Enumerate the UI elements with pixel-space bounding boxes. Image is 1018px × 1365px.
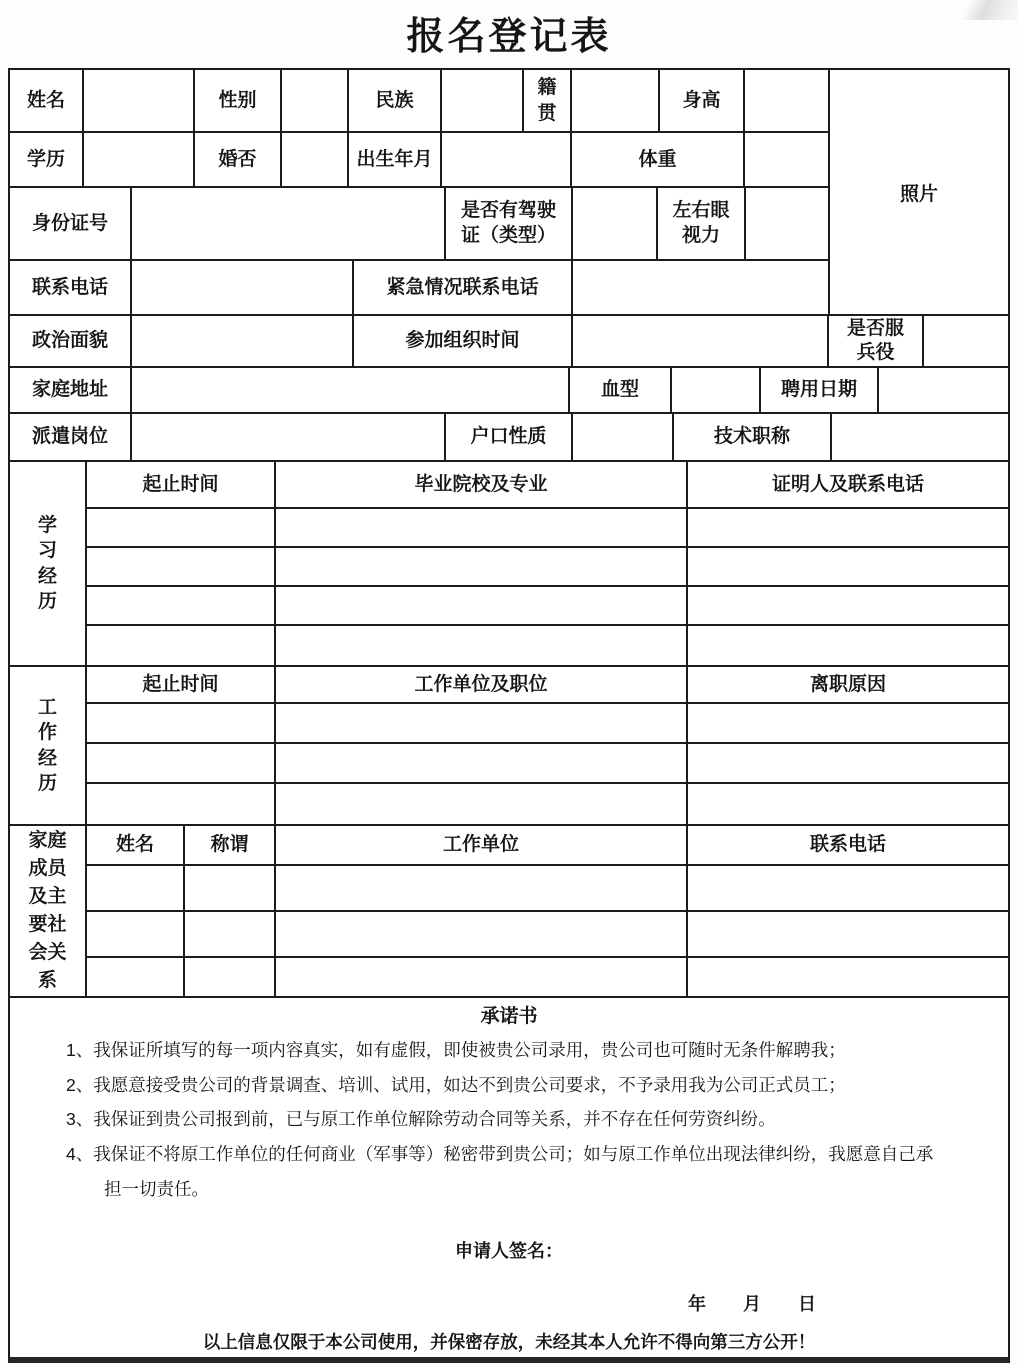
top-block	[10, 70, 1008, 316]
field-input-military-service	[924, 316, 1008, 366]
education-input-reference	[688, 626, 1008, 665]
commitment-item-2: 2、我愿意接受贵公司的背景调查、培训、试用，如达不到贵公司要求，不予录用我为公司正式员工；	[66, 1074, 846, 1095]
work-header-leave-reason: 离职原因	[809, 673, 886, 695]
family-input-employer	[276, 958, 688, 996]
field-input-home-address	[132, 368, 570, 412]
family-input-employer	[276, 912, 688, 956]
family-section-label	[10, 826, 87, 996]
family-input-phone	[688, 958, 1008, 996]
field-input-weight	[745, 133, 828, 186]
work-input-employer	[276, 704, 688, 742]
field-label-emergency-phone: 紧急情况联系电话	[354, 261, 573, 314]
education-header-school: 毕业院校及专业	[276, 462, 688, 507]
section-work-history	[10, 667, 1008, 826]
field-label-military-service	[829, 316, 924, 366]
education-section-label-text: 学习经历	[37, 515, 57, 612]
field-input-vision	[746, 188, 828, 259]
photo-cell: 照片	[899, 183, 938, 205]
field-label-household-type: 户口性质	[446, 414, 573, 460]
military-service-label-text: 是否服兵役	[846, 317, 904, 363]
work-input-employer	[276, 744, 688, 782]
date-day-label: 日	[798, 1294, 816, 1315]
education-input-period	[87, 548, 276, 585]
top-left-grid	[10, 70, 830, 314]
family-blank-row	[87, 866, 1008, 912]
education-header-row	[87, 462, 1008, 509]
family-section-label-text: 家庭成员及主要社会关系	[28, 829, 67, 992]
education-header-period: 起止时间	[87, 462, 276, 507]
field-input-join-org-date	[573, 316, 829, 366]
family-header-relation: 称谓	[185, 826, 276, 864]
family-input-relation	[185, 912, 276, 956]
row-post	[10, 414, 1008, 462]
education-blank-row	[87, 548, 1008, 587]
field-input-household-type	[573, 414, 674, 460]
row-id	[10, 188, 828, 261]
education-blank-row	[87, 626, 1008, 665]
field-input-phone	[132, 261, 354, 314]
work-input-leave-reason	[688, 744, 1008, 782]
education-blank-row	[87, 587, 1008, 626]
work-header-employer: 工作单位及职位	[276, 667, 688, 702]
field-label-hire-date: 聘用日期	[761, 368, 879, 412]
education-input-reference	[688, 587, 1008, 624]
education-input-reference	[688, 509, 1008, 546]
commitment-item-3: 3、我保证到贵公司报到前，已与原工作单位解除劳动合同等关系，并不存在任何劳资纠纷。	[66, 1109, 776, 1130]
registration-form-table	[8, 68, 1010, 1363]
family-blank-row	[87, 912, 1008, 958]
family-input-name	[87, 912, 185, 956]
family-header-phone: 联系电话	[809, 834, 886, 856]
field-label-political-status: 政治面貌	[10, 316, 132, 366]
work-header-row	[87, 667, 1008, 704]
field-input-id-number	[132, 188, 446, 259]
family-input-name	[87, 958, 185, 996]
education-section-body	[87, 462, 1008, 665]
field-input-native-place	[572, 70, 660, 131]
education-input-period	[87, 509, 276, 546]
row-basic-1	[10, 70, 828, 133]
work-blank-row	[87, 704, 1008, 744]
family-header-row	[87, 826, 1008, 866]
education-input-school	[276, 509, 688, 546]
work-input-employer	[276, 784, 688, 824]
applicant-signature-label: 申请人签名：	[455, 1241, 563, 1262]
date-year-label: 年	[688, 1294, 706, 1315]
field-input-name	[84, 70, 195, 131]
date-month-label: 月	[743, 1294, 761, 1315]
family-input-relation	[185, 958, 276, 996]
education-blank-row	[87, 509, 1008, 548]
field-input-blood-type	[672, 368, 761, 412]
commitment-title: 承诺书	[480, 1006, 538, 1027]
work-section-label	[10, 667, 87, 824]
row-basic-2	[10, 133, 828, 188]
work-input-leave-reason	[688, 784, 1008, 824]
field-label-blood-type: 血型	[570, 368, 672, 412]
field-input-tech-title	[832, 414, 1008, 460]
native-place-label-text: 籍贯	[537, 77, 557, 124]
work-section-label-text: 工作经历	[37, 697, 57, 794]
work-input-period	[87, 744, 276, 782]
field-label-ethnicity: 民族	[349, 70, 442, 131]
work-input-leave-reason	[688, 704, 1008, 742]
family-input-phone	[688, 866, 1008, 910]
work-input-period	[87, 704, 276, 742]
commitment-item-4-line-2: 担一切责任。	[104, 1178, 209, 1199]
work-input-period	[87, 784, 276, 824]
field-label-join-org-date: 参加组织时间	[354, 316, 573, 366]
row-address	[10, 368, 1008, 414]
driver-license-label-text: 是否有驾驶证（类型）	[460, 200, 556, 246]
field-input-ethnicity	[442, 70, 524, 131]
family-input-name	[87, 866, 185, 910]
row-political	[10, 316, 1008, 368]
education-input-school	[276, 626, 688, 665]
field-input-emergency-phone	[573, 261, 828, 314]
field-input-hire-date	[879, 368, 1008, 412]
field-label-driver-license	[446, 188, 573, 259]
page-title: 报名登记表	[406, 16, 612, 58]
commitment-item-1: 1、我保证所填写的每一项内容真实，如有虚假，即使被贵公司录用，贵公司也可随时无条件解聘我；	[66, 1040, 846, 1060]
education-input-reference	[688, 548, 1008, 585]
family-section-body	[87, 826, 1008, 996]
commitment-block	[10, 998, 1008, 1357]
field-input-degree	[84, 133, 195, 186]
field-label-gender: 性别	[195, 70, 282, 131]
field-input-gender	[282, 70, 349, 131]
field-input-dispatch-post	[132, 414, 446, 460]
work-blank-row	[87, 784, 1008, 824]
field-label-tech-title: 技术职称	[674, 414, 832, 460]
family-blank-row	[87, 958, 1008, 996]
work-section-body	[87, 667, 1008, 824]
field-input-birth-date	[442, 133, 572, 186]
section-education-history	[10, 462, 1008, 667]
section-family-members	[10, 826, 1008, 998]
commitment-item-4-line-1: 4、我保证不将原工作单位的任何商业（军事等）秘密带到贵公司；如与原工作单位出现法律纠纷，我愿意自己承	[66, 1143, 934, 1164]
family-header-employer: 工作单位	[276, 826, 688, 864]
education-input-school	[276, 587, 688, 624]
field-label-vision	[658, 188, 746, 259]
education-input-period	[87, 587, 276, 624]
field-label-phone: 联系电话	[10, 261, 132, 314]
field-label-name: 姓名	[10, 70, 84, 131]
field-input-marital	[282, 133, 349, 186]
field-label-degree: 学历	[10, 133, 84, 186]
date-line	[10, 1290, 1008, 1316]
work-blank-row	[87, 744, 1008, 784]
field-label-marital: 婚否	[195, 133, 282, 186]
field-label-native-place	[524, 70, 572, 131]
family-input-relation	[185, 866, 276, 910]
field-label-home-address: 家庭地址	[10, 368, 132, 412]
family-input-phone	[688, 912, 1008, 956]
family-input-employer	[276, 866, 688, 910]
education-input-period	[87, 626, 276, 665]
education-section-label	[10, 462, 87, 665]
field-label-dispatch-post: 派遣岗位	[10, 414, 132, 460]
field-input-height	[745, 70, 828, 131]
education-header-reference: 证明人及联系电话	[771, 473, 924, 495]
field-label-weight: 体重	[572, 133, 745, 186]
privacy-note: 以上信息仅限于本公司使用，并保密存放，未经其本人允许不得向第三方公开！	[202, 1332, 816, 1353]
work-header-period: 起止时间	[87, 667, 276, 702]
row-phone	[10, 261, 828, 314]
vision-label-text: 左右眼视力	[672, 200, 730, 246]
field-label-id-number: 身份证号	[10, 188, 132, 259]
education-input-school	[276, 548, 688, 585]
field-input-driver-license	[573, 188, 658, 259]
family-header-name: 姓名	[87, 826, 185, 864]
field-label-birth-date: 出生年月	[349, 133, 442, 186]
field-input-political-status	[132, 316, 354, 366]
field-label-height: 身高	[660, 70, 745, 131]
